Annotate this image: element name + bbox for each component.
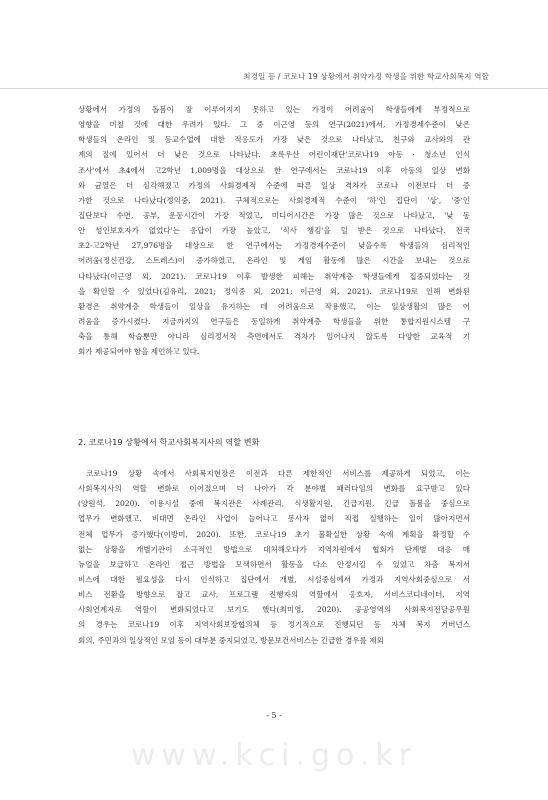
header-rule <box>0 88 548 89</box>
page-number: - 5 - <box>266 711 282 720</box>
paragraph-1 <box>78 102 470 359</box>
text-line: 사회연계자로 역할이 변화되었다고 보기도 했다(최미영, 2020). 공공영역의 사회복지전담공무원 <box>78 605 470 615</box>
text-line: 없는 상황을 개별기관이 소극적인 방법으로 대처해오다가 지역차원에서 협회가 단계별 대응 매 <box>78 544 470 554</box>
text-line: 비스 전환을 방향으로 잡고 교사, 프로그램 진행자의 역할에서 옹호자, 서비스코디네이터, 지역 <box>78 590 470 600</box>
text-line: 뉴얼을 보급하고 온라인 접근 방법을 모색하면서 활동을 다소 안정시킬 수 있었고 차츰 복지서 <box>78 559 470 569</box>
text-line: 려움을 증가시켰다. 지금까지의 연구들은 동일하게 취약계층 학생들을 위한 통합지원시스템 구 <box>78 316 470 326</box>
text-line: 나타났다(이근영 외, 2021). 코로나19 이후 발생한 피해는 취약계층 학생들에게 집중되었다는 것 <box>78 271 470 281</box>
text-line: 을 확인할 수 있었다(김유리, 2021; 정익중 외, 2021; 이근영 외, 2021). 코로나19로 인해 변화된 <box>78 286 470 296</box>
text-line: 축을 통해 학습뿐만 아니라 심리정서적 측면에서도 격차가 일어나지 않도록 다양한 교육적 기 <box>78 332 470 342</box>
text-line: 집단보다 수면, 공부, 운동시간이 가장 적었고, 미디어시간은 가장 많은 것으로 나타났고, '낮 동 <box>78 210 470 220</box>
text-line: 회가 제공되어야 함을 제언하고 있다. <box>78 347 200 357</box>
text-line: 환경은 취약계층 학생들이 일상을 유지하는 데 어려움으로 작용했고, 이는 일상생활의 많은 어 <box>78 301 470 311</box>
paragraph-2 <box>78 466 470 648</box>
text-line: 계의 질에 있어서 더 낮은 것으로 나타났다. 초록우산 어린이재단'코로나19 아동 · 청소년 인식 <box>78 150 470 160</box>
text-line: 어려움(정신건강, 스트레스)이 증가하였고, 온라인 및 게임 활동에 많은 시간을 보내는 것으로 <box>78 256 470 266</box>
text-line: 가한 것으로 나타났다(정익중, 2021). 구체적으로는 사회경제적 수준이 '하'인 집단이 '상', '중'인 <box>78 195 470 205</box>
text-line: 코로나19 상황 속에서 사회복지현장은 이전과 다른 제한적인 서비스를 제공하게 되었고, 이는 <box>86 469 470 478</box>
text-line: 전체 업무가 증가했다(이방미, 2020). 또한, 코로나19 초기 불확실한 상황 속에 계획을 확정할 수 <box>78 529 470 539</box>
text-line: 안 성인보호자가 없었다'는 응답이 가장 높았고, '식사 챙김'을 덜 받은 것으로 나타났다. 전국 <box>78 226 470 236</box>
text-line: 업무가 변화했고, 비대면 온라인 사업이 늘어나고 봉사자 없이 직접 실행하는 일이 많아지면서 <box>78 514 470 524</box>
watermark-text: www.kci.go.kr <box>130 738 418 773</box>
text-line: 조사'에서 초4에서 고2학년 1,009명을 대상으로 한 연구에서는 코로나19 이후 아동의 일상 변화 <box>78 165 470 175</box>
text-line: 상황에서 가정의 돌봄이 잘 이루어지지 못하고 있는 가정이 어려움이 학생들에게 부정적으로 <box>78 105 470 114</box>
text-line: 초2-고2학년 27,976명을 대상으로 한 연구에서는 가정경제수준이 낮을수록 학생들의 심리적인 <box>78 241 470 251</box>
section-heading: 2. 코로나19 상황에서 학교사회복지사의 역할 변화 <box>78 437 260 447</box>
text-line: 의 경우는 코로나19 이후 지역사회보장협의체 등 정기적으로 진행되던 등 자체 복지 거버넌스 <box>78 620 470 630</box>
text-line: 와 균열은 더 심각해졌고 가정의 사회경제적 수준에 따른 일상 격차가 코로나 이전보다 더 증 <box>78 180 470 190</box>
text-line: 학생들의 온라인 및 등교수업에 대한 적응도가 가장 낮은 것으로 나타났고, 친구와 교사와의 관 <box>78 135 470 145</box>
text-line: (양원석, 2020). 이용시설 중에 복지관은 사례관리, 식생활지원, 긴급지원, 긴급 돌봄을 중심으로 <box>78 499 470 509</box>
text-line: 영향을 미칠 것에 대한 우려가 있다. 그 중 이근영 등의 연구(2021)에서, 가정경제수준이 낮은 <box>78 120 470 130</box>
running-header: 최경일 등 / 코로나 19 상황에서 취약가정 학생을 위한 학교사회복지 역할 <box>243 72 489 81</box>
text-line: 회의, 주민과의 일상적인 모임 등이 대부분 중지되었고, 방문보건서비스는 긴급한 경우를 제외 <box>78 635 384 645</box>
text-line: 비스에 대한 필요성을 다시 인식하고 집단에서 개별, 시설중심에서 가정과 지역사회중심으로 서 <box>78 574 470 584</box>
text-line: 사회복지사의 역할 변화로 이어졌으며 더 나아가 각 분야별 패러다임의 변화를 요구받고 있다 <box>78 484 470 494</box>
